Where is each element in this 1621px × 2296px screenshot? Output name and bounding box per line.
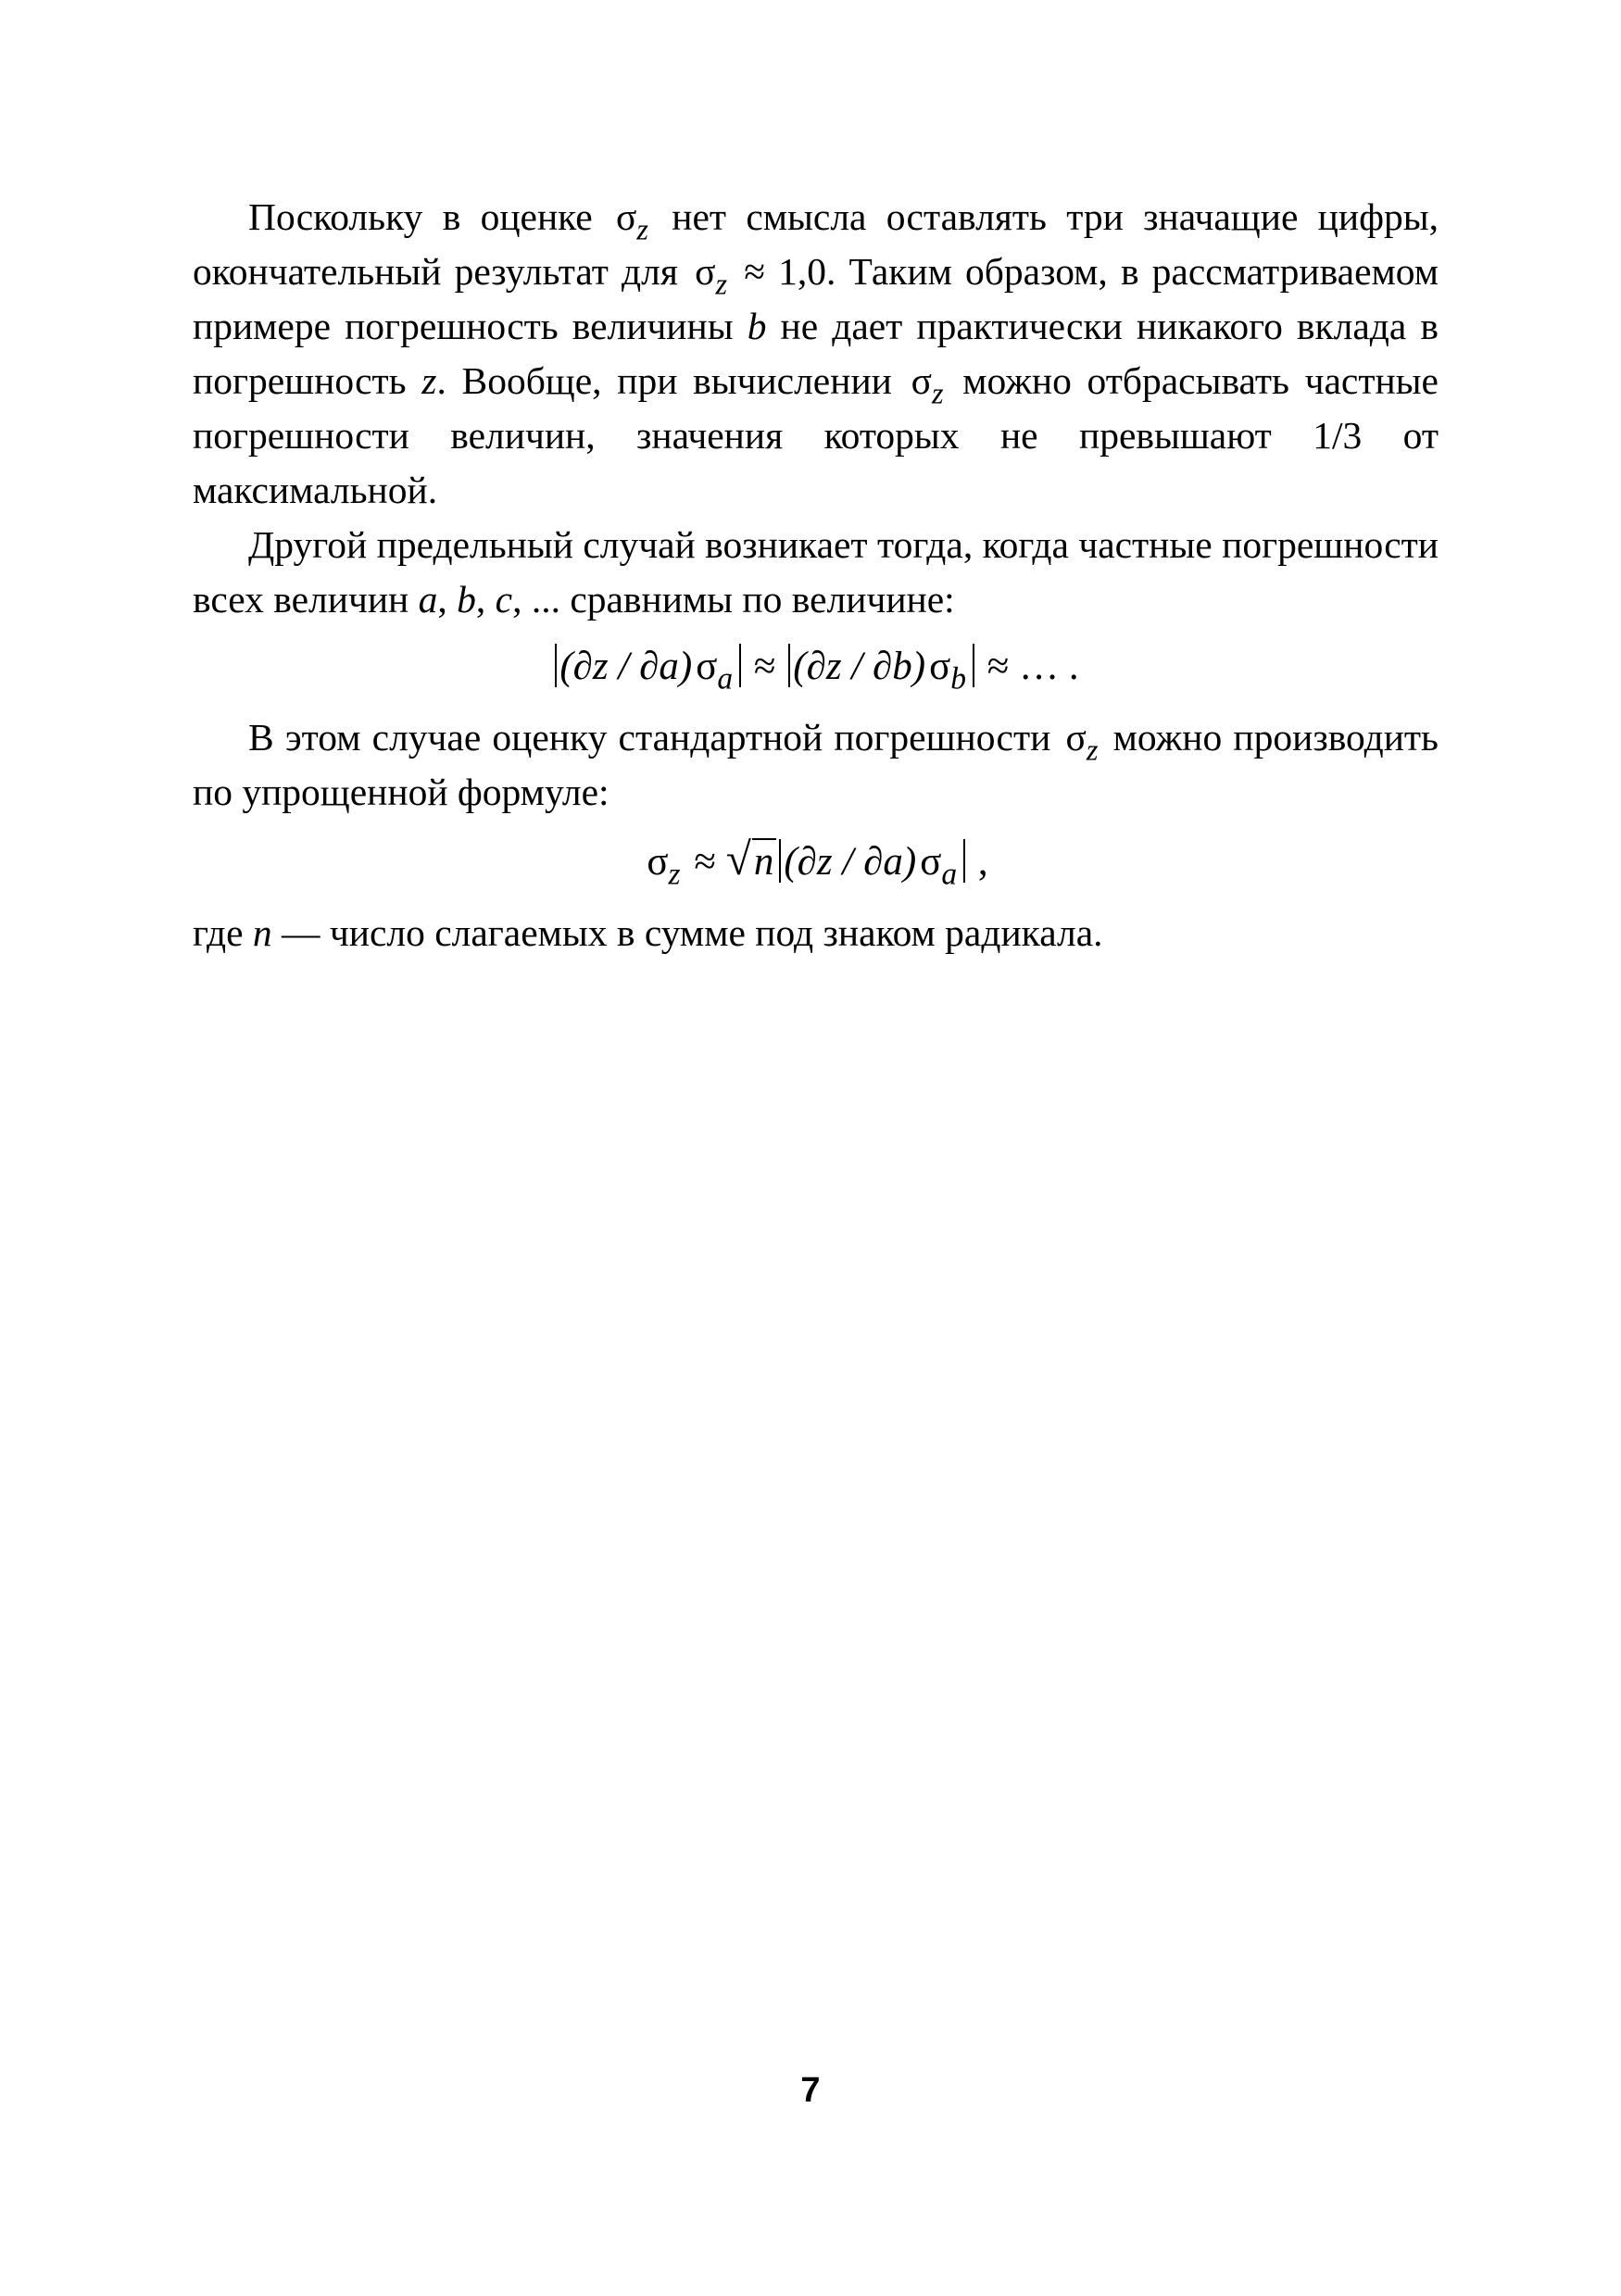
subscript: z <box>931 377 944 411</box>
sigma-z-symbol <box>911 359 944 411</box>
sigma-glyph: σ <box>1065 716 1087 759</box>
abs-bar <box>555 644 557 687</box>
paragraph-2 <box>193 518 1439 627</box>
partial-derivative-b: (∂z / ∂b) <box>793 645 926 688</box>
variable-b: b <box>747 305 767 347</box>
variable-c: c <box>495 578 513 621</box>
sigma-z-symbol <box>1065 716 1099 768</box>
subscript: z <box>1086 734 1099 768</box>
paragraph-1 <box>193 190 1439 518</box>
text: не дает практически никакого вклада в погрешность <box>193 305 1439 402</box>
formula-comparable-errors <box>193 636 1439 697</box>
subscript: z <box>668 857 681 892</box>
abs-bar <box>963 839 965 883</box>
page-number: 7 <box>800 2071 821 2110</box>
text: . Вообще, при вычислении <box>436 359 908 402</box>
text: — число слагаемых в сумме под знаком радикала. <box>271 911 1103 954</box>
sigma-glyph: σ <box>920 840 942 884</box>
sigma-glyph: σ <box>929 645 951 688</box>
sigma-glyph: σ <box>647 840 669 884</box>
abs-bar <box>779 839 781 883</box>
sigma-glyph: σ <box>911 359 932 402</box>
sigma-a-symbol <box>920 840 958 892</box>
text: Другой предельный случай возникает тогда, когда частные погрешности всех величин <box>193 523 1439 621</box>
sigma-z-symbol <box>616 195 648 247</box>
radical-sign: √ <box>725 834 751 885</box>
paragraph-3 <box>193 710 1439 820</box>
formula-simplified <box>193 829 1439 893</box>
text: можно производить по упрощенной формуле: <box>193 716 1439 813</box>
approx-sign: ≈ <box>684 840 726 884</box>
subscript: z <box>715 268 728 302</box>
text: , <box>475 578 496 621</box>
variable-b: b <box>457 578 476 621</box>
variable-a: a <box>418 578 438 621</box>
abs-bar <box>788 644 790 687</box>
radicand: n <box>752 838 777 884</box>
square-root <box>726 829 777 893</box>
text: нет смысла оставлять три значащие цифры, окончательный результат для <box>193 195 1439 293</box>
subscript: a <box>717 661 734 696</box>
text: Поскольку в оценке <box>248 195 613 238</box>
sigma-z-symbol <box>647 840 681 892</box>
variable-z: z <box>421 359 437 402</box>
sigma-glyph: σ <box>616 195 637 238</box>
formula-tail: , <box>968 840 988 884</box>
page-body <box>193 190 1439 960</box>
partial-derivative-a: (∂z / ∂a) <box>559 645 693 688</box>
sigma-glyph: σ <box>696 645 718 688</box>
subscript: b <box>950 661 967 696</box>
approx-sign: ≈ <box>744 645 786 688</box>
sigma-a-symbol <box>696 645 734 696</box>
text: где <box>193 911 253 954</box>
sigma-z-symbol <box>695 250 728 302</box>
abs-bar <box>973 644 974 687</box>
paragraph-4 <box>193 906 1439 960</box>
abs-bar <box>739 644 741 687</box>
variable-n: n <box>252 911 272 954</box>
subscript: z <box>636 213 648 247</box>
subscript: a <box>941 857 958 892</box>
partial-derivative-a: (∂z / ∂a) <box>784 840 917 884</box>
text: , ... сравнимы по величине: <box>512 578 955 621</box>
text: , <box>437 578 458 621</box>
sigma-b-symbol <box>929 645 967 696</box>
formula-tail: ≈ … . <box>977 645 1079 688</box>
sigma-glyph: σ <box>695 250 716 293</box>
text: можно отбрасывать частные погрешности величин, значения которых не превышают 1/3 от максимальной. <box>193 359 1439 511</box>
text: В этом случае оценку стандартной погрешности <box>248 716 1062 759</box>
text: ≈ 1,0. Таким образом, в рассматриваемом примере погрешность величины <box>193 250 1439 347</box>
